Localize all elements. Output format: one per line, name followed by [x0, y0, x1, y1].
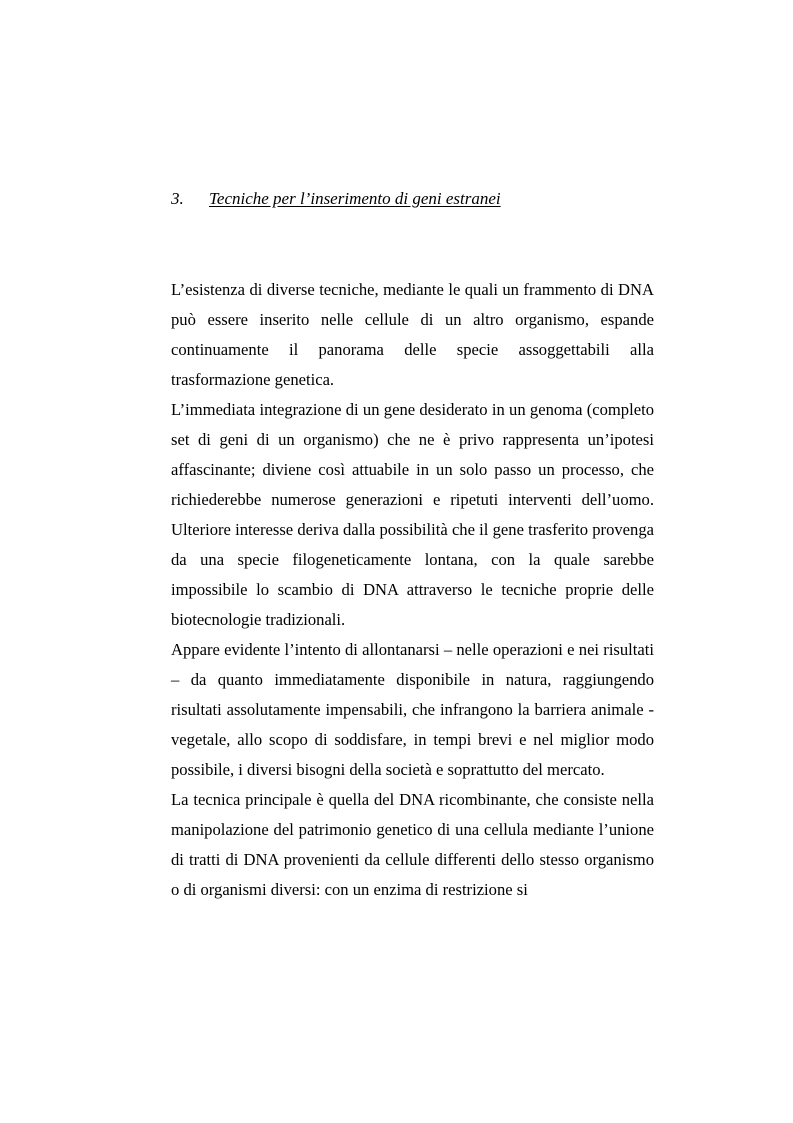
paragraph-4: La tecnica principale è quella del DNA ricombinante, che consiste nella manipolazione del patrimonio genetico di una cellula mediante l’unione di tratti di DNA provenienti da cellule differenti dello stesso organismo o di organismi diversi: con un enzima di restrizione si — [171, 790, 654, 899]
paragraph-2: L’immediata integrazione di un gene desiderato in un genoma (completo set di geni di un organismo) che ne è privo rappresenta un’ipotesi affascinante; diviene così attuabile in un solo passo un processo, che richiederebbe numerose generazioni e ripetuti interventi dell’uomo. Ulteriore interesse deriva dalla possibilità che il gene trasferito provenga da una specie filogeneticamente lontana, con la quale sarebbe impossibile lo scambio di DNA attraverso le tecniche proprie delle biotecnologie tradizionali. — [171, 400, 654, 629]
section-heading — [171, 187, 501, 211]
section-number: 3. — [171, 189, 184, 208]
paragraph-1: L’esistenza di diverse tecniche, mediante le quali un frammento di DNA può essere inserito nelle cellule di un altro organismo, espande continuamente il panorama delle specie assoggettabili alla trasformazione genetica. — [171, 280, 654, 389]
body-text — [171, 275, 654, 905]
section-title: Tecniche per l’inserimento di geni estranei — [209, 189, 501, 208]
paragraph-3: Appare evidente l’intento di allontanarsi – nelle operazioni e nei risultati – da quanto immediatamente disponibile in natura, raggiungendo risultati assolutamente impensabili, che infrangono la barriera animale - vegetale, allo scopo di soddisfare, in tempi brevi e nel miglior modo possibile, i diversi bisogni della società e soprattutto del mercato. — [171, 640, 654, 779]
